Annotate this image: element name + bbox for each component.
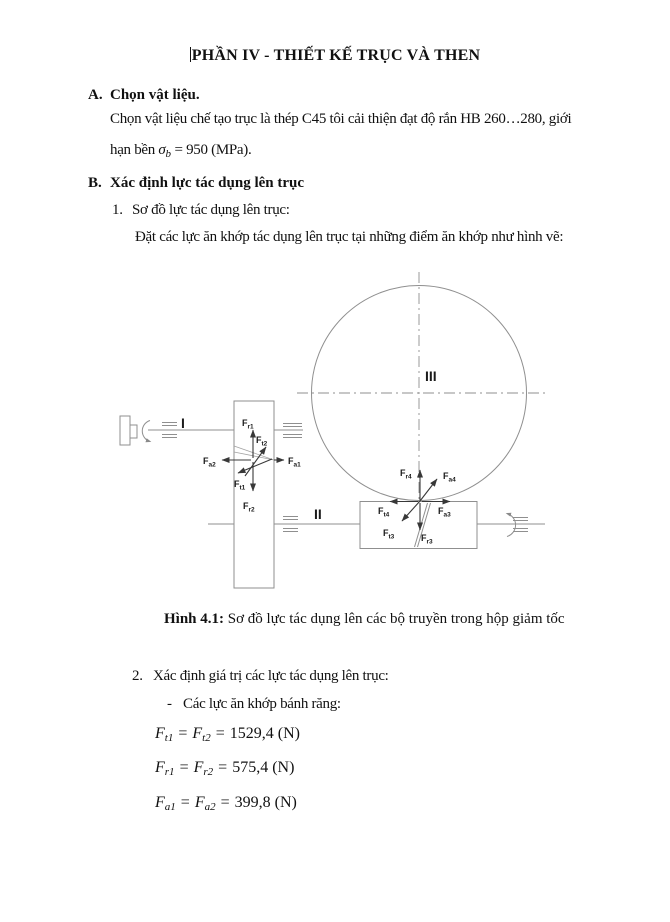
list-item-1 <box>112 202 290 219</box>
section-a-heading <box>88 87 200 104</box>
label-fr4: $F_{r4}$ <box>400 468 412 481</box>
equals-sign: = <box>218 759 228 776</box>
section-b-title: Xác định lực tác dụng lên trục <box>110 175 305 191</box>
item-2-text: Xác định giá trị các lực tác dụng lên trục: <box>153 668 389 684</box>
bullet-text: Các lực ăn khớp bánh răng: <box>183 696 341 712</box>
line2-prefix: hạn bền <box>110 142 159 158</box>
sigma-subscript: b <box>165 148 172 160</box>
bullet-marker: - <box>167 696 172 712</box>
sigma-symbol: σ <box>158 142 166 158</box>
list-item-2 <box>132 668 389 685</box>
formula-subscript: t1 <box>164 732 174 744</box>
item-1-body: Đặt các lực ăn khớp tác dụng lên trục tại những điểm ăn khớp như hình vẽ: <box>135 229 564 245</box>
formula-symbol: F <box>192 725 203 742</box>
formula-subscript: a1 <box>164 801 176 813</box>
shaft-iii-label: III <box>425 368 437 384</box>
label-ft4: $F_{t4}$ <box>378 506 390 519</box>
equals-sign: = <box>178 725 188 742</box>
item-1-text: Sơ đồ lực tác dụng lên trục: <box>132 202 290 218</box>
formula-symbol: F <box>155 725 165 742</box>
formula-value: 399,8 <box>234 794 271 811</box>
formula-value: 1529,4 <box>229 725 274 742</box>
section-a-marker: A. <box>88 87 103 103</box>
equals-sign: = <box>180 794 190 811</box>
shaft-i-label: I <box>181 415 185 431</box>
formula-symbol: F <box>155 794 165 811</box>
formula-symbol: F <box>155 759 165 776</box>
formula-value: 575,4 <box>232 759 269 776</box>
formula-subscript: r2 <box>203 766 214 778</box>
section-b-heading <box>88 175 304 192</box>
force-arrow-fa4 <box>420 479 437 501</box>
input-coupling-hub <box>120 416 130 445</box>
label-fa4: $F_{a4}$ <box>443 471 456 484</box>
label-fr2: $F_{r2}$ <box>243 501 255 514</box>
text-cursor <box>190 47 191 62</box>
label-fa1: $F_{a1}$ <box>288 456 301 469</box>
label-fa2: $F_{a2}$ <box>203 456 216 469</box>
formula-symbol: F <box>193 759 204 776</box>
label-ft1: $F_{t1}$ <box>234 479 246 492</box>
equals-sign: = <box>215 725 225 742</box>
bullet-item <box>167 696 341 713</box>
formula-subscript: r1 <box>164 766 175 778</box>
input-coupling-boss <box>130 425 137 438</box>
item-2-marker: 2. <box>132 668 143 684</box>
formula-radial <box>155 759 294 778</box>
formula-unit: (N) <box>277 725 300 742</box>
section-b-marker: B. <box>88 175 102 191</box>
figure-caption-label: Hình 4.1: <box>164 611 225 627</box>
label-ft3: $F_{t3}$ <box>383 528 395 541</box>
label-ft2: $F_{t2}$ <box>256 435 268 448</box>
label-fa3: $F_{a3}$ <box>438 506 451 519</box>
force-diagram <box>95 265 575 610</box>
page-title <box>0 47 670 65</box>
item-1-marker: 1. <box>112 202 123 218</box>
line2-rest: = 950 (MPa). <box>174 142 252 158</box>
formula-symbol: F <box>194 794 205 811</box>
section-a-paragraph-line2 <box>110 142 251 160</box>
equals-sign: = <box>179 759 189 776</box>
formula-unit: (N) <box>272 759 295 776</box>
rotation-arrow-output <box>507 514 516 537</box>
page-title-text: PHẦN IV - THIẾT KẾ TRỤC VÀ THEN <box>191 47 481 64</box>
figure-caption-text: Sơ đồ lực tác dụng lên các bộ truyền trong hộp giảm tốc <box>224 611 565 627</box>
label-fr1: $F_{r1}$ <box>242 418 254 431</box>
formula-axial <box>155 794 297 813</box>
label-fr3: $F_{r3}$ <box>421 533 433 546</box>
figure-caption <box>164 611 565 628</box>
formula-unit: (N) <box>274 794 297 811</box>
equals-sign: = <box>220 794 230 811</box>
formula-tangential <box>155 725 300 744</box>
formula-subscript: a2 <box>204 801 216 813</box>
formula-subscript: t2 <box>202 732 211 744</box>
section-a-paragraph-line1: Chọn vật liệu chế tạo trục là thép C45 tôi cải thiện đạt độ rắn HB 260…280, giới <box>110 111 572 127</box>
rotation-arrow-input <box>142 421 150 442</box>
gear-2-block <box>234 401 274 588</box>
shaft-ii-label: II <box>314 506 322 522</box>
section-a-title: Chọn vật liệu. <box>110 87 200 103</box>
